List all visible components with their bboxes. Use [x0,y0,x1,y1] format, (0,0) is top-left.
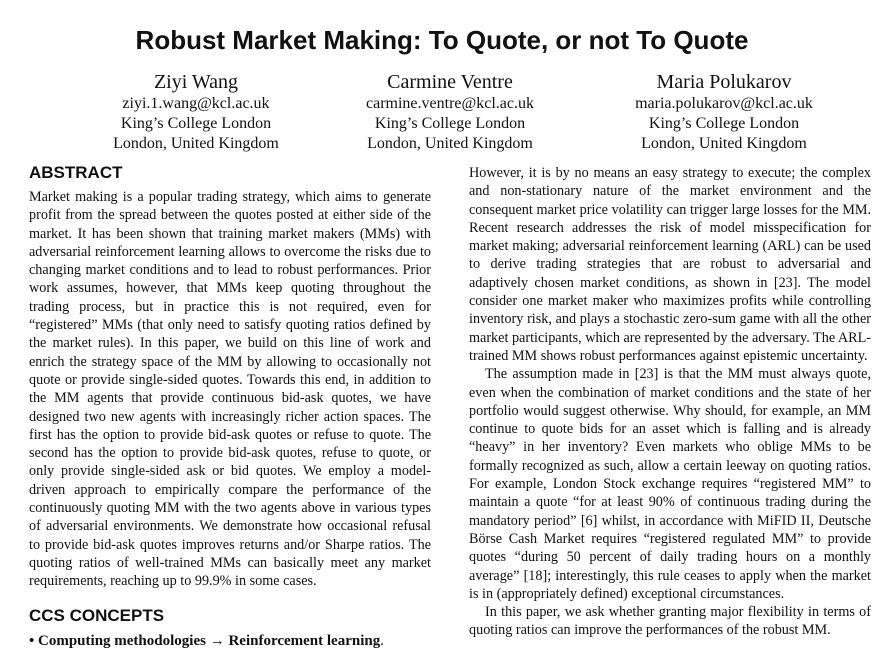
author-affiliation: King’s College London [648,115,800,132]
right-column [469,164,871,640]
author-location: London, United Kingdom [113,135,279,152]
ccs-bullet: • [29,632,35,649]
ccs-item-end: . [380,632,384,649]
ccs-item-main: Computing methodologies [38,632,206,649]
author-name: Carmine Ventre [387,71,513,93]
ccs-item-sub: Reinforcement learning [228,632,381,649]
author-name: Maria Polukarov [656,71,792,93]
author-email: ziyi.1.wang@kcl.ac.uk [122,95,270,112]
author-location: London, United Kingdom [367,135,533,152]
body-paragraph: However, it is by no means an easy strategy to execute; the complex and non-stationary nature of the market environment and the consequent market price volatility can trigger large losses for the MM. Recent research addresses the risk of model misspecification for market making; adversarial reinforcement learning (ARL) can be used to derive trading strategies that are robust to adversarial and adaptively chosen market conditions, as shown in [23]. The model consider one market maker who maximizes profits while controlling inventory risk, and plays a stochastic zero-sum game with all the other market participants, which are represented by the adversary. The ARL-trained MM shows robust performances against epistemic uncertainty. [469,165,871,364]
ccs-arrow: → [209,632,225,649]
ccs-heading: CCS CONCEPTS [29,605,165,625]
author-block [66,70,326,154]
paper-title: Robust Market Making: To Quote, or not To Quote [135,25,749,55]
author-name: Ziyi Wang [153,71,239,93]
author-affiliation: King’s College London [374,115,526,132]
abstract-heading: ABSTRACT [29,163,123,182]
body-paragraph: The assumption made in [23] is that the MM must always quote, even when the combination of market conditions and the state of her portfolio would suggest otherwise. Why should, for example, an MM continue to quote bids for an asset which is falling and is already “heavy” in her inventory? Even markets who oblige MMs to be formally recognized as such, allow a certain leeway on quoting ratios. For example, London Stock exchange requires “registered MM” to maintain a quote “for at least 90% of continuous trading during the mandatory period” [6] whilst, in accordance with MiFID II, Deutsche Börse Cash Market requires “registered regulated MM” to provide quotes “during 50 percent of daily trading hours on a monthly average” [18]; interestingly, this rule ceases to apply when the market is in (appropriately defined) exceptional circumstances. [469,366,871,602]
author-email: maria.polukarov@kcl.ac.uk [635,95,813,112]
author-block [594,70,854,154]
body-paragraph: In this paper, we ask whether granting major flexibility in terms of quoting ratios can improve the performances of the robust MM. [469,604,871,639]
ccs-concept-item [29,631,431,651]
abstract-text: Market making is a popular trading strategy, which aims to generate profit from the spread between the quotes posted at either side of the market. It has been shown that training market makers (MMs) with adversarial reinforcement learning allows to overcome the risks due to changing market conditions and to lead to robust performances. Prior work assumes, however, that MMs keep quoting throughout the trading process, but in practice this is not required, even for “registered” MMs (that only need to satisfy quoting ratios defined by the market rules). In this paper, we build on this line of work and enrich the strategy space of the MM by allowing to occasionally not quote or provide single-sided quotes. Towards this end, in addition to the MM agents that provide continuous bid-ask quotes, we have designed two new agents with increasingly richer action spaces. The first has the option to provide bid-ask quotes or refuse to quote. The second has the option to provide bid-ask quotes, refuse to quote, or only provide single-sided ask or bid quotes. We employ a model-driven approach to empirically compare the performance of the continuously quoting MM with the two agents above in various types of adversarial environments. We demonstrate how occasional refusal to provide bid-ask quotes improves returns and/or Sharpe ratios. The quoting ratios of well-trained MMs can basically meet any market requirements, reaching up to 99.9% in some cases. [29,189,431,590]
author-affiliation: King’s College London [120,115,272,132]
author-location: London, United Kingdom [641,135,807,152]
author-block [320,70,580,154]
author-email: carmine.ventre@kcl.ac.uk [366,95,534,112]
left-column [29,162,431,651]
